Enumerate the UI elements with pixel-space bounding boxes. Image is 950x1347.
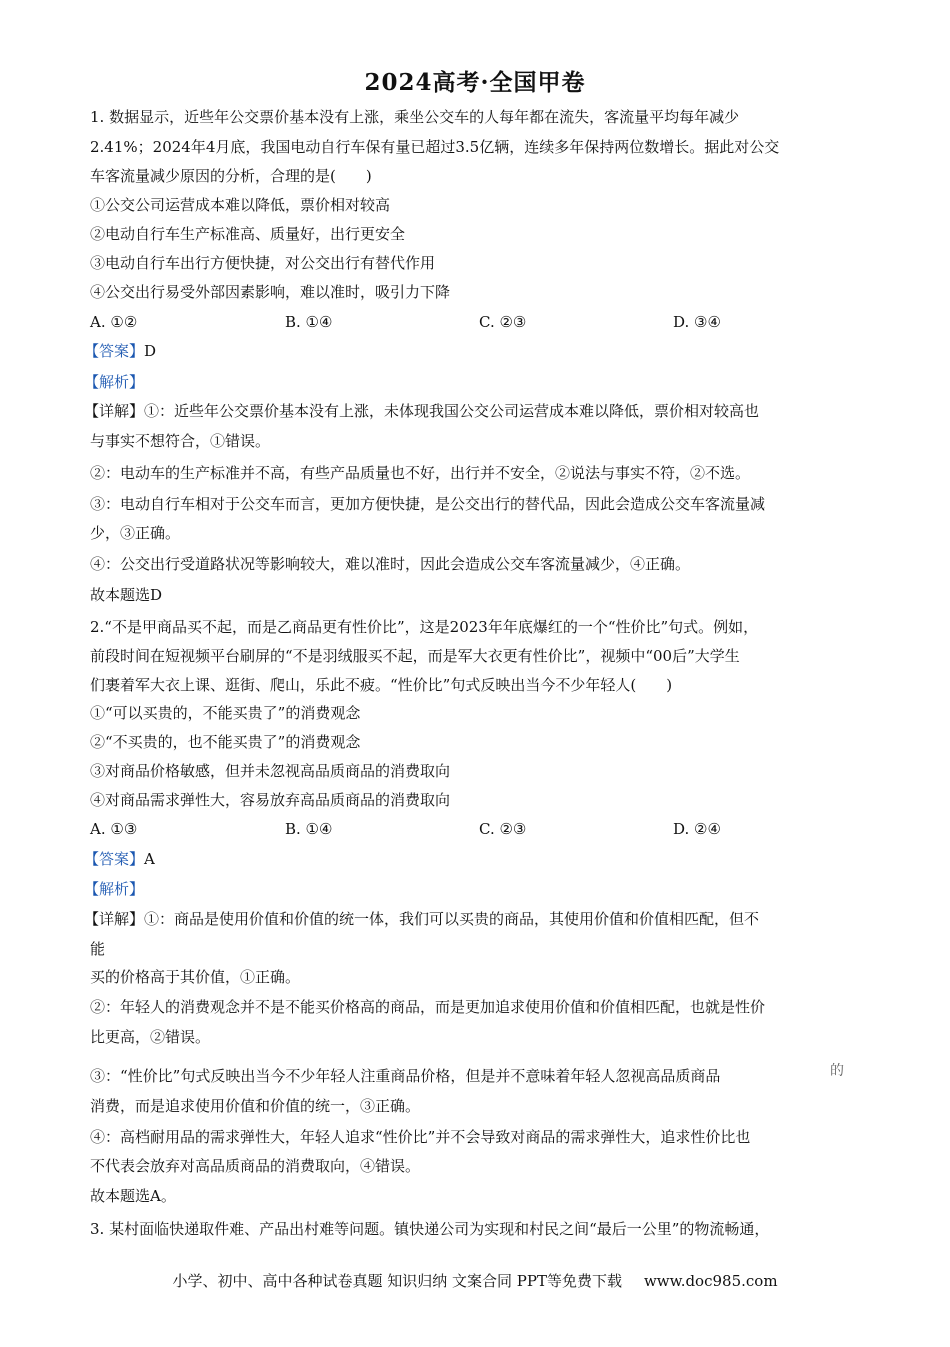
q2-detail-line-8: ④：高档耐用品的需求弹性大，年轻人追求“性价比”并不会导致对商品的需求弹性大，追求性价比也: [90, 1128, 751, 1146]
q1-answer-value: D: [144, 342, 157, 360]
q2-detail-text: ①：商品是使用价值和价值的统一体，我们可以买贵的商品，其使用价值和价值相匹配，但不: [144, 910, 760, 928]
q1-stem-line-2: 2.41%；2024年4月底，我国电动自行车保有量已超过3.5亿辆，连续多年保持两位数增长。据此对公交: [90, 138, 780, 156]
q1-stem-line-3: 车客流量减少原因的分析，合理的是( ): [90, 167, 372, 185]
q2-option-b: B. ①④: [285, 820, 333, 838]
q1-statement-4: ④公交出行易受外部因素影响，难以准时，吸引力下降: [90, 283, 451, 301]
q2-detail-line-7: 消费，而是追求使用价值和价值的统一，③正确。: [90, 1097, 421, 1115]
q2-conclusion: 故本题选A。: [90, 1187, 176, 1205]
q2-statement-4: ④对商品需求弹性大，容易放弃高品质商品的消费取向: [90, 791, 451, 809]
q1-stem-line-1: 1. 数据显示，近些年公交票价基本没有上涨，乘坐公交车的人每年都在流失，客流量平均每年减少: [90, 108, 740, 126]
q2-detail-tag: 【详解】: [84, 910, 145, 928]
q2-analysis-tag: 【解析】: [84, 880, 145, 898]
q2-detail-line-6: ③：“性价比”句式反映出当今不少年轻人注重商品价格，但是并不意味着年轻人忽视高品质商品: [90, 1067, 721, 1085]
q2-option-c: C. ②③: [479, 820, 527, 838]
q1-detail-line-4: ③：电动自行车相对于公交车而言，更加方便快捷，是公交出行的替代品，因此会造成公交车客流量减: [90, 495, 766, 513]
q2-option-d: D. ②④: [673, 820, 721, 838]
q2-stem-line-1: 2.“不是甲商品买不起，而是乙商品更有性价比”，这是2023年年底爆红的一个“性价比”句式。例如，: [90, 618, 759, 636]
q2-detail-line-4: ②：年轻人的消费观念并不是不能买价格高的商品，而是更加追求使用价值和价值相匹配，也就是性价: [90, 998, 766, 1016]
q1-option-c: C. ②③: [479, 313, 527, 331]
q2-stem-line-2: 前段时间在短视频平台刷屏的“不是羽绒服买不起，而是军大衣更有性价比”，视频中“00后”大学生: [90, 647, 740, 665]
q2-detail-line-9: 不代表会放弃对高品质商品的消费取向，④错误。: [90, 1157, 421, 1175]
q2-statement-2: ②“不买贵的，也不能买贵了”的消费观念: [90, 733, 361, 751]
page-footer: [0, 1270, 950, 1291]
q2-statement-1: ①“可以买贵的，不能买贵了”的消费观念: [90, 704, 361, 722]
q1-option-b: B. ①④: [285, 313, 333, 331]
q1-detail-line-5: 少，③正确。: [90, 524, 181, 542]
q1-statement-3: ③电动自行车出行方便快捷，对公交出行有替代作用: [90, 254, 436, 272]
q2-detail-stray-char: 的: [830, 1063, 844, 1079]
q1-detail-line-1: [84, 401, 759, 421]
footer-text: 小学、初中、高中各种试卷真题 知识归纳 文案合同 PPT等免费下载: [172, 1272, 622, 1290]
q2-answer-tag: 【答案】: [84, 850, 145, 868]
q1-conclusion: 故本题选D: [90, 586, 163, 604]
q1-detail-tag: 【详解】: [84, 402, 145, 420]
q2-option-a: A. ①③: [90, 820, 138, 838]
q1-answer-tag: 【答案】: [84, 342, 145, 360]
q2-answer: [84, 849, 155, 869]
q3-stem-line-1: 3. 某村面临快递取件难、产品出村难等问题。镇快递公司为实现和村民之间“最后一公里”的物流畅通，: [90, 1220, 770, 1238]
footer-url[interactable]: www.doc985.com: [643, 1272, 778, 1290]
page-title: 2024高考·全国甲卷: [364, 69, 586, 96]
q2-answer-value: A: [144, 850, 155, 868]
q1-detail-line-2: 与事实不想符合，①错误。: [90, 432, 271, 450]
q1-statement-1: ①公交公司运营成本难以降低，票价相对较高: [90, 196, 391, 214]
q1-detail-text: ①：近些年公交票价基本没有上涨，未体现我国公交公司运营成本难以降低，票价相对较高也: [144, 402, 760, 420]
q2-statement-3: ③对商品价格敏感，但并未忽视高品质商品的消费取向: [90, 762, 451, 780]
q2-detail-line-5: 比更高，②错误。: [90, 1028, 211, 1046]
q1-detail-line-3: ②：电动车的生产标准并不高，有些产品质量也不好，出行并不安全，②说法与事实不符，②不选。: [90, 464, 751, 482]
q1-statement-2: ②电动自行车生产标准高、质量好，出行更安全: [90, 225, 406, 243]
q2-detail-line-2: 能: [90, 940, 106, 958]
q1-answer: [84, 341, 156, 361]
q2-detail-line-1: [84, 909, 759, 929]
q1-analysis-tag: 【解析】: [84, 373, 145, 391]
q2-stem-line-3: 们裹着军大衣上课、逛街、爬山，乐此不疲。“性价比”句式反映出当今不少年轻人( ): [90, 676, 673, 694]
q2-detail-line-3: 买的价格高于其价值，①正确。: [90, 968, 301, 986]
q1-option-a: A. ①②: [90, 313, 138, 331]
q1-detail-line-6: ④：公交出行受道路状况等影响较大，难以准时，因此会造成公交车客流量减少，④正确。: [90, 555, 691, 573]
q1-option-d: D. ③④: [673, 313, 721, 331]
